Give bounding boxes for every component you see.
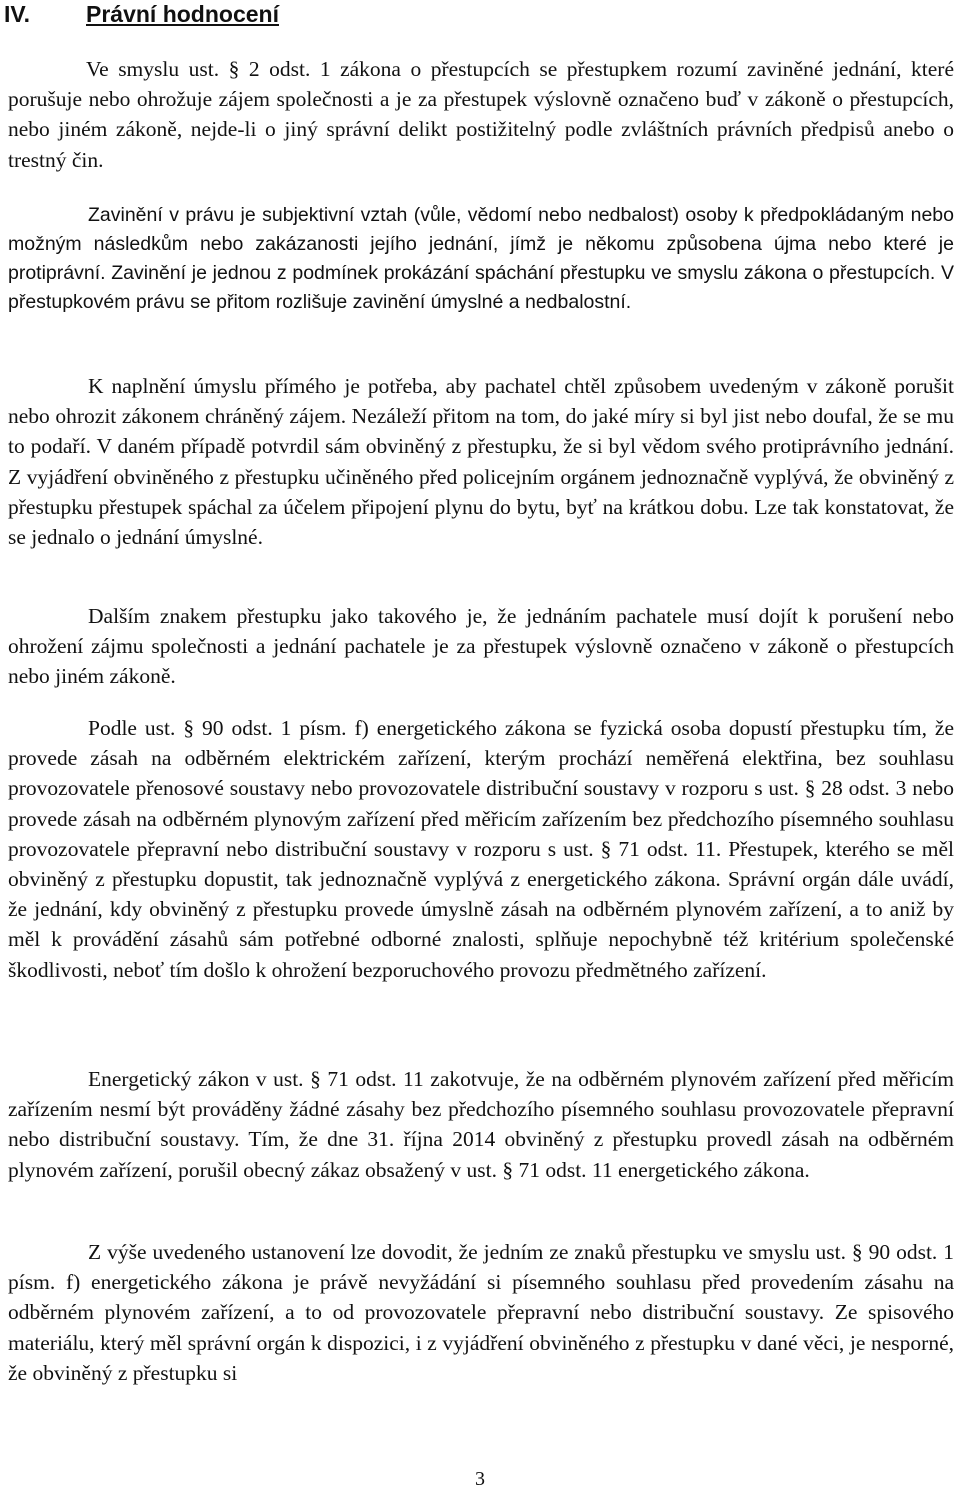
section-heading xyxy=(4,0,279,28)
paragraph-energy-act-90: Podle ust. § 90 odst. 1 písm. f) energetického zákona se fyzická osoba dopustí přestupku tím, že provede zásah na odběrném elektrickém zařízení, kterým prochází neměřená elektřina, bez souhlasu provozovatele přenosové soustavy nebo provozovatele distribuční soustavy v rozporu s ust. § 28 odst. 3 nebo provede zásah na odběrném plynovým zařízení před měřicím zařízením bez předchozího písemného souhlasu provozovatele přepravní nebo distribuční soustavy v rozporu s ust. § 71 odst. 11. Přestupek, kterého se měl obviněný z přestupku dopustit, tak jednoznačně vyplývá z energetického zákona. Správní orgán dále uvádí, že jednání, kdy obviněný z přestupku provede úmyslně zásah na odběrném plynovém zařízení, a to aniž by měl k provádění zásahů sám potřebné odborné znalosti, splňuje nepochybně též kritérium společenské škodlivosti, neboť tím došlo k ohrožení bezporuchového provozu předmětného zařízení. xyxy=(8,716,954,982)
paragraph-social-interest: Dalším znakem přestupku jako takového je, že jednáním pachatele musí dojít k porušení nebo ohrožení zájmu společnosti a jednání pachatele je za přestupek výslovně označeno v zákoně o přestupcích nebo jiném zákoně. xyxy=(8,604,954,689)
section-title: Právní hodnocení xyxy=(86,1,279,27)
page-number: 3 xyxy=(475,1468,485,1490)
section-number: IV. xyxy=(4,1,31,27)
paragraph-culpability: Zavinění v právu je subjektivní vztah (vůle, vědomí nebo nedbalost) osoby k předpokládaným nebo možným následkům nebo zakázanosti jejího jednání, jímž je někomu způsobena újma nebo které je protiprávní. Zavinění je jednou z podmínek prokázání spáchání přestupku ve smyslu zákona o přestupcích. V přestupkovém právu se přitom rozlišuje zavinění úmyslné a nedbalostní. xyxy=(8,204,954,313)
paragraph-intent: K naplnění úmyslu přímého je potřeba, aby pachatel chtěl způsobem uvedeným v zákoně porušit nebo ohrozit zákonem chráněný zájem. Nezáleží přitom na tom, do jaké míry si byl jist nebo doufal, že se mu to podaří. V daném případě potvrdil sám obviněný z přestupku, že si byl vědom svého protiprávního jednání. Z vyjádření obviněného z přestupku učiněného před policejním orgánem jednoznačně vyplývá, že obviněný z přestupku přestupek spáchal za účelem připojení plynu do bytu, byť na krátkou dobu. Lze tak konstatovat, že se jednalo o jednání úmyslné. xyxy=(8,374,954,550)
paragraph-energy-act-71: Energetický zákon v ust. § 71 odst. 11 zakotvuje, že na odběrném plynovém zařízení před měřicím zařízením nesmí být prováděny žádné zásahy bez předchozího písemného souhlasu provozovatele přepravní nebo distribuční soustavy. Tím, že dne 31. října 2014 obviněný z přestupku provedl zásah na odběrném plynovém zařízení, porušil obecný zákaz obsažený v ust. § 71 odst. 11 energetického zákona. xyxy=(8,1067,954,1182)
paragraph-conclusion: Z výše uvedeného ustanovení lze dovodit, že jedním ze znaků přestupku ve smyslu ust. § 90 odst. 1 písm. f) energetického zákona je právě nevyžádání si písemného souhlasu před provedením zásahu na odběrném plynovém zařízení, a to od provozovatele přepravní nebo distribuční soustavy. Ze spisového materiálu, který měl správní orgán k dispozici, i z vyjádření obviněného z přestupku v dané věci, je nesporné, že obviněný z přestupku si xyxy=(8,1240,954,1385)
paragraph-definition-offense: Ve smyslu ust. § 2 odst. 1 zákona o přestupcích se přestupkem rozumí zaviněné jednání, které porušuje nebo ohrožuje zájem společnosti a je za přestupek výslovně označeno buď v zákoně o přestupcích, nebo jiném zákoně, nejde-li o jiný správní delikt postižitelný podle zvláštních právních předpisů anebo o trestný čin. xyxy=(8,57,954,172)
